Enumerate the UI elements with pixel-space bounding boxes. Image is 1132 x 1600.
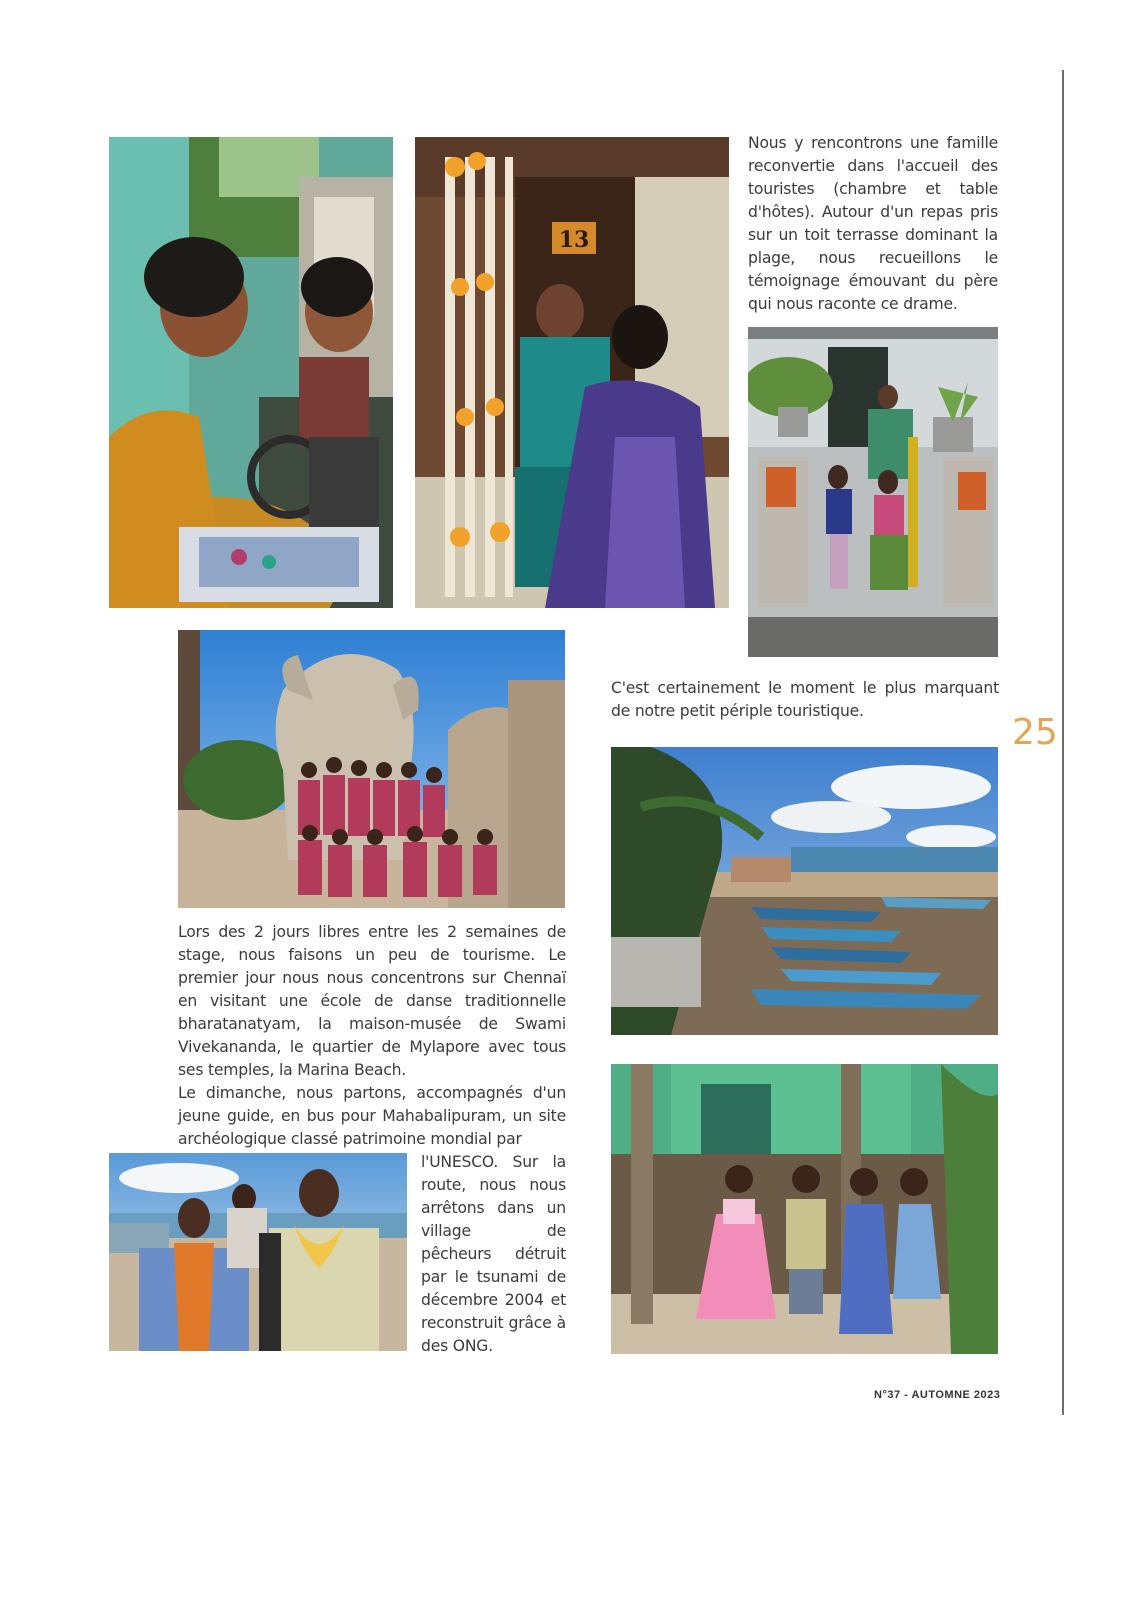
photo-guides-beach <box>109 1153 407 1351</box>
paragraph-tourism-1: Lors des 2 jours libres entre les 2 semaines de stage, nous faisons un peu de tourisme. Le premier jour nous nous concentrons sur Chennaï en visitant une école de danse traditionnelle bharatanatyam, la maison-musée de Swami Vivekananda, le quartier de Mylapore avec tous ses temples, la Marina Beach. <box>178 923 566 1079</box>
photo-fishing-boats <box>611 747 998 1035</box>
photo-family-house <box>748 327 998 657</box>
photo-stone-elephant <box>178 630 565 908</box>
paragraph-tourism <box>178 921 566 1151</box>
paragraph-tourism-continued <box>421 1151 566 1358</box>
photo-sewing-woman <box>109 137 393 608</box>
door-number: 13 <box>558 227 590 253</box>
page-number: 25 <box>1012 712 1058 753</box>
paragraph-moment-text: C'est certainement le moment le plus marquant de notre petit périple touristique. <box>611 679 999 720</box>
issue-footer: N°37 - AUTOMNE 2023 <box>874 1389 1001 1401</box>
paragraph-moment <box>611 677 999 723</box>
paragraph-family-text: Nous y rencontrons une famille reconvertie dans l'accueil des touristes (chambre et table d'hôtes). Autour d'un repas pris sur un toit terrasse dominant la plage, nous recueillons le témoignage émouvant du père qui nous raconte ce drame. <box>748 134 998 313</box>
paragraph-tourism-2: Le dimanche, nous partons, accompagnés d'un jeune guide, en bus pour Mahabalipuram, un site archéologique classé patrimoine mondial par <box>178 1084 566 1148</box>
photo-shell-garlands <box>415 137 729 608</box>
paragraph-tourism-3: l'UNESCO. Sur la route, nous nous arrêtons dans un village de pêcheurs détruit par le tsunami de décembre 2004 et reconstruit grâce à des ONG. <box>421 1153 566 1355</box>
photo-four-girls <box>611 1064 998 1354</box>
paragraph-family <box>748 132 998 316</box>
vertical-rule <box>1062 70 1064 1415</box>
